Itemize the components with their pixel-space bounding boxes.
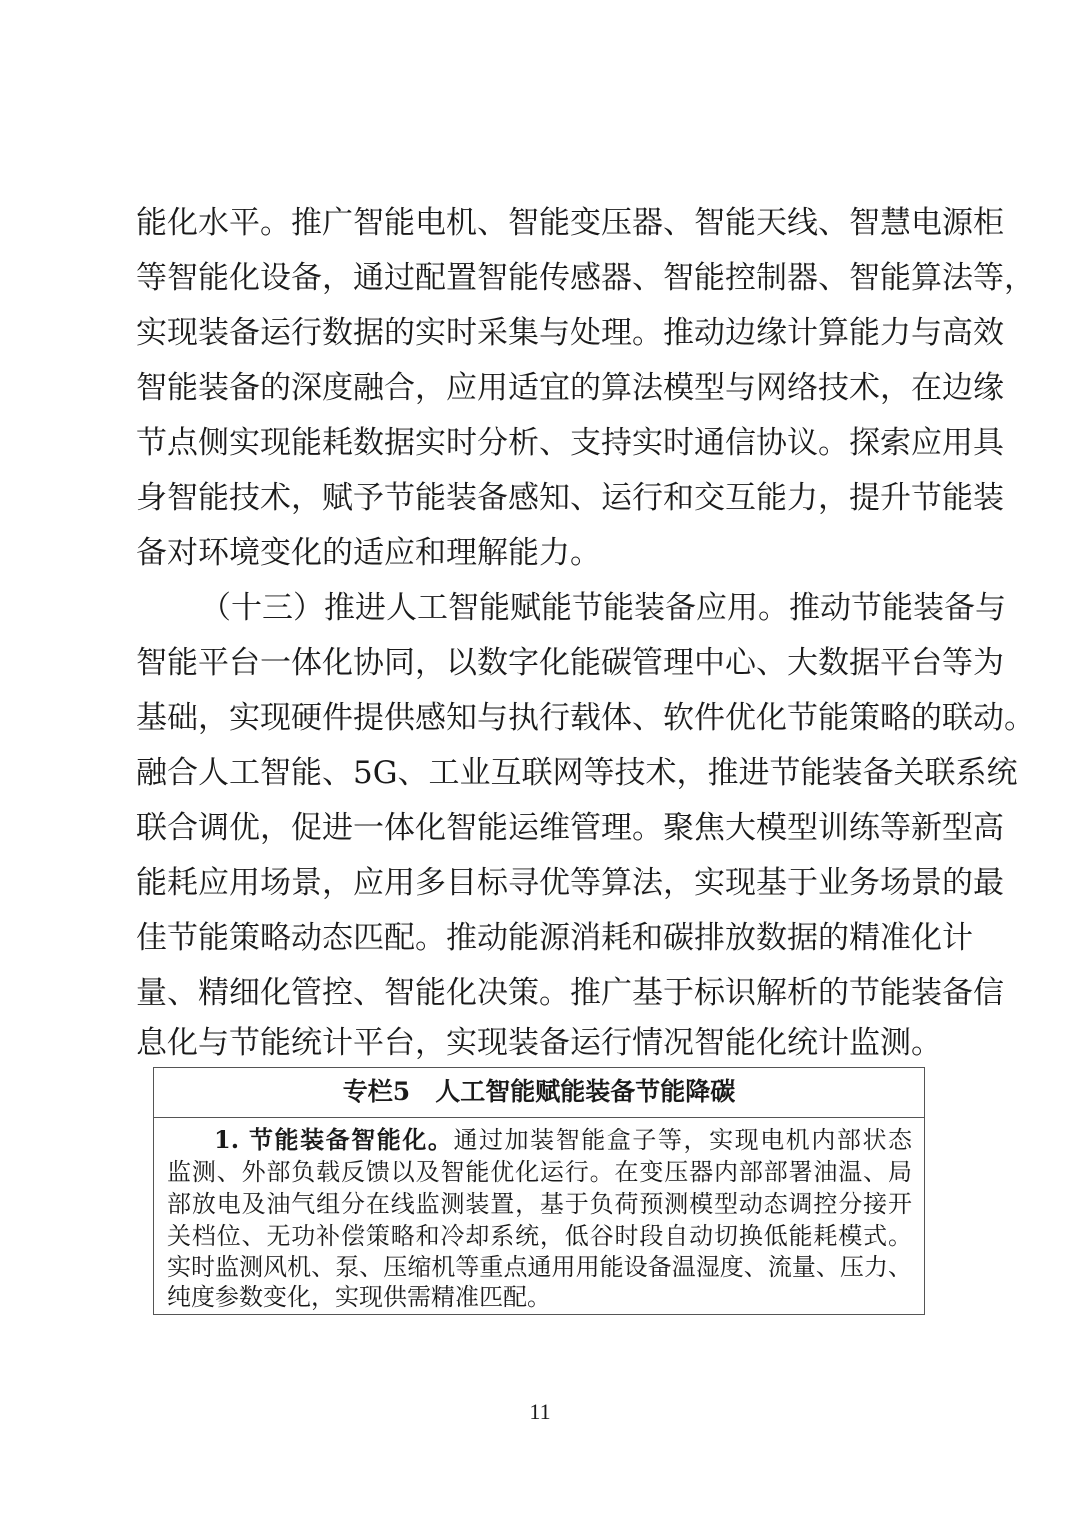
section-heading-line: （十三）推进人工智能赋能节能装备应用。推动节能装备与: [200, 590, 1006, 626]
paragraph-line: 基础，实现硬件提供感知与执行载体、软件优化节能策略的联动。: [136, 700, 1035, 736]
sidebar-title-row: [154, 1068, 924, 1118]
sidebar-line: 实时监测风机、泵、压缩机等重点通用用能设备温湿度、流量、压力、: [167, 1253, 912, 1281]
paragraph-line: 量、精细化管控、智能化决策。推广基于标识解析的节能装备信: [136, 975, 1004, 1011]
paragraph-line: 能耗应用场景，应用多目标寻优等算法，实现基于业务场景的最: [136, 865, 1004, 901]
sidebar-first-line: [214, 1125, 912, 1155]
paragraph-line: 实现装备运行数据的实时采集与处理。推动边缘计算能力与高效: [136, 315, 1004, 351]
paragraph-line: 身智能技术，赋予节能装备感知、运行和交互能力，提升节能装: [136, 480, 1004, 516]
paragraph-line: 能化水平。推广智能电机、智能变压器、智能天线、智慧电源柜: [136, 205, 1004, 241]
paragraph-line: 佳节能策略动态匹配。推动能源消耗和碳排放数据的精准化计: [136, 920, 973, 956]
sidebar-line: 监测、外部负载反馈以及智能优化运行。在变压器内部部署油温、局: [167, 1158, 912, 1186]
paragraph-line: 节点侧实现能耗数据实时分析、支持实时通信协议。探索应用具: [136, 425, 1004, 461]
paragraph-line: 融合人工智能、5G、工业互联网等技术，推进节能装备关联系统: [136, 755, 1018, 791]
sidebar-title: 专栏5 人工智能赋能装备节能降碳: [342, 1077, 736, 1106]
item-heading: 1. 节能装备智能化。: [214, 1125, 454, 1154]
paragraph-line: 智能平台一体化协同，以数字化能碳管理中心、大数据平台等为: [136, 645, 1004, 681]
sidebar-line: 纯度参数变化，实现供需精准匹配。: [167, 1283, 551, 1311]
paragraph-line: 备对环境变化的适应和理解能力。: [136, 535, 601, 571]
sidebar-line: 部放电及油气组分在线监测装置，基于负荷预测模型动态调控分接开: [167, 1190, 912, 1218]
sidebar-box: [153, 1067, 925, 1315]
page-number: 11: [529, 1399, 551, 1424]
sidebar-line: 关档位、无功补偿策略和冷却系统，低谷时段自动切换低能耗模式。: [167, 1222, 912, 1250]
paragraph-line: 联合调优，促进一体化智能运维管理。聚焦大模型训练等新型高: [136, 810, 1004, 846]
item-text: 通过加装智能盒子等，实现电机内部状态: [453, 1126, 912, 1154]
paragraph-line: 息化与节能统计平台，实现装备运行情况智能化统计监测。: [136, 1025, 942, 1061]
paragraph-line: 等智能化设备，通过配置智能传感器、智能控制器、智能算法等，: [136, 260, 1035, 296]
paragraph-line: 智能装备的深度融合，应用适宜的算法模型与网络技术，在边缘: [136, 370, 1004, 406]
